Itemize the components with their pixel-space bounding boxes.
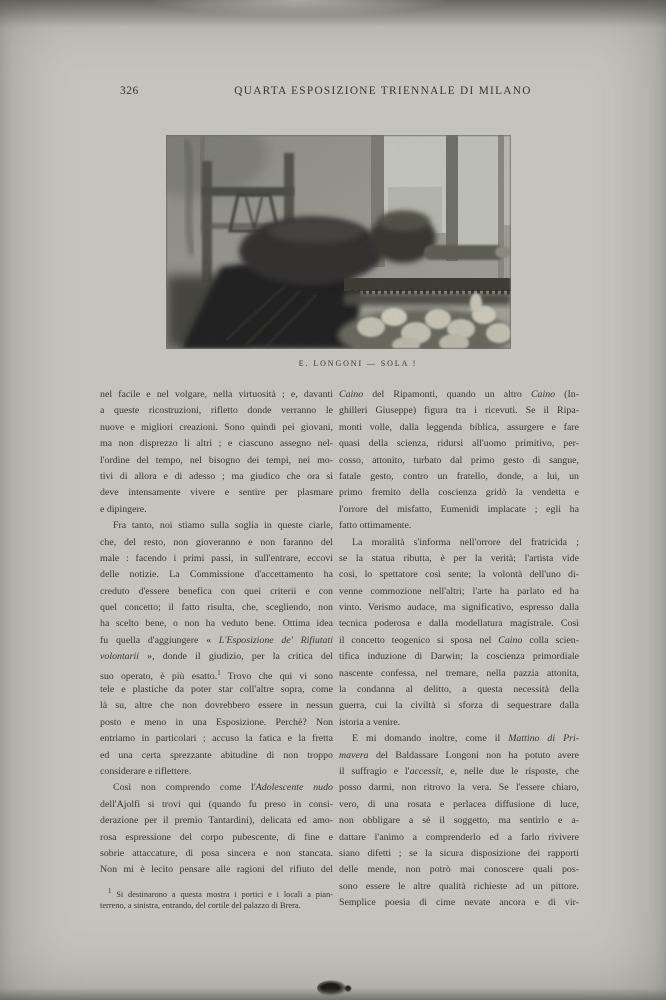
text-line: venne commozione nell'altri; l'arte ha parlato ed ha (339, 585, 579, 597)
text-line: vinto. Verismo audace, ma significativo, espresso dalla (339, 602, 579, 614)
text-column-right (339, 387, 579, 912)
text-line: siano difetti ; se la sicura disposizione dei rapporti (339, 847, 579, 859)
text-line: il concetto teogenico si sposa nel Caino colla scien- (339, 634, 579, 646)
text-line: tivi di allora e di adesso ; ma giudico che ora si (100, 470, 333, 482)
figure-caption: E. LONGONI — SOLA ! (298, 359, 418, 368)
text-line: E mi domando inoltre, come il Mattino di Pri- (352, 733, 579, 745)
text-line: l'orrore del misfatto, Eumenidi implacate ; egli ha (339, 503, 579, 515)
text-line: rosa espressione del corpo pubescente, di fine e (100, 831, 333, 843)
text-line: entriamo in particolari ; accuso la fatica e la fretta (100, 733, 333, 745)
text-line: delle mende, non potrò mai conoscere quali pos- (339, 864, 579, 876)
text-column-left (100, 387, 333, 879)
text-line: dattare l'animo a comprenderlo ed a farlo rivivere (339, 831, 579, 843)
figure-plate (166, 135, 511, 349)
text-line: tele e plastiche da poter star coll'altre sopra, come (100, 684, 333, 696)
text-line: Caino del Ripamonti, quando un altro Caino (In- (339, 389, 579, 400)
text-line: male : facendo i primi passi, in sull'entrare, eccovi (100, 552, 333, 564)
text-line: là su, altre che non dovrebbero essere in nessun (100, 700, 333, 712)
text-line: a queste ricostruzioni, rifletto donde verranno le (100, 405, 333, 417)
text-line: fu quella d'aggiungere « L'Esposizione de' Rifiutati (100, 634, 333, 646)
text-line: primo fremito della coscienza gridò la vendetta e (339, 487, 579, 499)
text-line: volontarii », donde il giudizio, per la critica del (100, 651, 333, 663)
text-line: nel facile e nel volgare, nella virtuosità ; e, davanti (100, 389, 333, 400)
text-line: cosso, attonito, turbato dal primo gesto di sangue, (339, 454, 579, 466)
text-line: nuove e migliori creazioni. Sono quindi pei giovani, (100, 421, 333, 433)
text-line: guerra, cui la civiltà si sforza di sequestrare dalla (339, 700, 579, 712)
footnote-reference: 1 (108, 888, 112, 895)
text-line: sobrie attaccature, di posa sincera e non stancata. (100, 847, 333, 859)
text-line: posto e meno in una Esposizione. Perchè? Non (100, 716, 333, 728)
text-line: ed una certa sprezzante abitudine di non troppo (100, 749, 333, 761)
text-line: considerare e riflettere. (100, 765, 192, 777)
text-line: tifica induzione di Darwin; la coscienza primordiale (339, 651, 579, 663)
running-header-title: QUARTA ESPOSIZIONE TRIENNALE DI MILANO (234, 85, 532, 97)
text-line: sono essere le altre qualità richieste ad un pittore. (339, 880, 579, 892)
text-line: mavera del Baldassare Longoni non ha potuto avere (339, 749, 579, 761)
text-line: ma non disprezzo li altri ; e ciascuno assegno nel- (100, 438, 333, 450)
page-number: 326 (120, 85, 139, 97)
text-line: e dipingere. (100, 503, 147, 515)
text-line: che, del resto, non gioveranno e non faranno del (100, 536, 333, 548)
text-line: fatto ottimamente. (339, 520, 412, 532)
text-line: l'ordine del tempo, nel bisogno dei tempi, nei mo- (100, 454, 333, 466)
text-line: delle notizie. La Commissione d'accettamento ha (100, 569, 333, 581)
text-line: ghilleri Giuseppe) figura tra i ricevuti. Se il Ripa- (339, 405, 579, 417)
text-line: Così non comprendo come l'Adolescente nudo (113, 782, 333, 794)
text-line: $^1$ Si destinarono a questa mostra i portici e i locali a pian- (108, 888, 333, 899)
footnote-reference: 1 (217, 669, 221, 677)
text-line: Semplice poesia di cime nevate ancora e di vir- (339, 897, 579, 909)
text-line: fatale gesto, contro un fratello, donde, a lui, un (339, 470, 579, 482)
text-line: La moralità s'informa nell'orrore del fratricida ; (352, 536, 579, 548)
text-line: non obbligare a sè il soggetto, ma sentirlo e a- (339, 815, 579, 827)
text-line: vero, di una rosata e perlacea diffusione di luce, (339, 798, 579, 810)
text-line: ha scelto bene, o non ha veduto bene. Ottima idea (100, 618, 333, 630)
page-bottom-scan-edge (0, 988, 666, 1000)
text-line: quel concetto; il fatto risulta, che, scegliendo, non (100, 602, 333, 614)
painting-image (166, 135, 511, 349)
text-line: posso darmi, non ritrovo la vera. Se l'essere chiaro, (339, 782, 579, 794)
text-line: monti volle, dalla leggenda biblica, assurgere e fare (339, 421, 579, 433)
text-line: dell'Ajolfi si trovi qui (quando fu preso in consi- (100, 798, 333, 810)
text-line: nascente confessa, nel tremare, nella pazzia attonita, (339, 667, 579, 679)
text-line: la condanna al delitto, a questa necessità della (339, 684, 579, 696)
page-top-paper-edge (150, 0, 450, 16)
text-line: Fra tanto, noi stiamo sulla soglia in queste ciarle, (113, 520, 333, 532)
text-line: tecnica poderosa e dalla modellatura magistrale. Così (339, 618, 579, 630)
text-line: così, lo spettatore così sente; la volontà dell'uno di- (339, 569, 579, 581)
footnote (100, 885, 333, 912)
text-line: il suffragio e l'accessit, e, nelle due le risposte, che (339, 765, 579, 777)
text-line: quasi della scienza, ridursi all'uomo primitivo, per- (339, 438, 579, 450)
text-line: terreno, a sinistra, entrando, del cortile del palazzo di Brera. (100, 900, 301, 910)
text-line: derazione per il premio Tantardini), delicata ed amo- (100, 815, 333, 827)
text-line: creduto d'essere benefica con quei criterii e con (100, 585, 333, 597)
text-line: se la statua ributta, è per la verità; l'artista vide (339, 552, 579, 564)
text-line: suo operato, è più esatto.$^1$ Trovo che qui vi sono (100, 669, 333, 682)
text-line: deve intensamente vivere e sentire per plasmare (100, 487, 333, 499)
text-line: Non mi è lecito pensare alle ragioni del rifiuto del (100, 864, 333, 876)
text-line: istoria a venire. (339, 716, 401, 728)
